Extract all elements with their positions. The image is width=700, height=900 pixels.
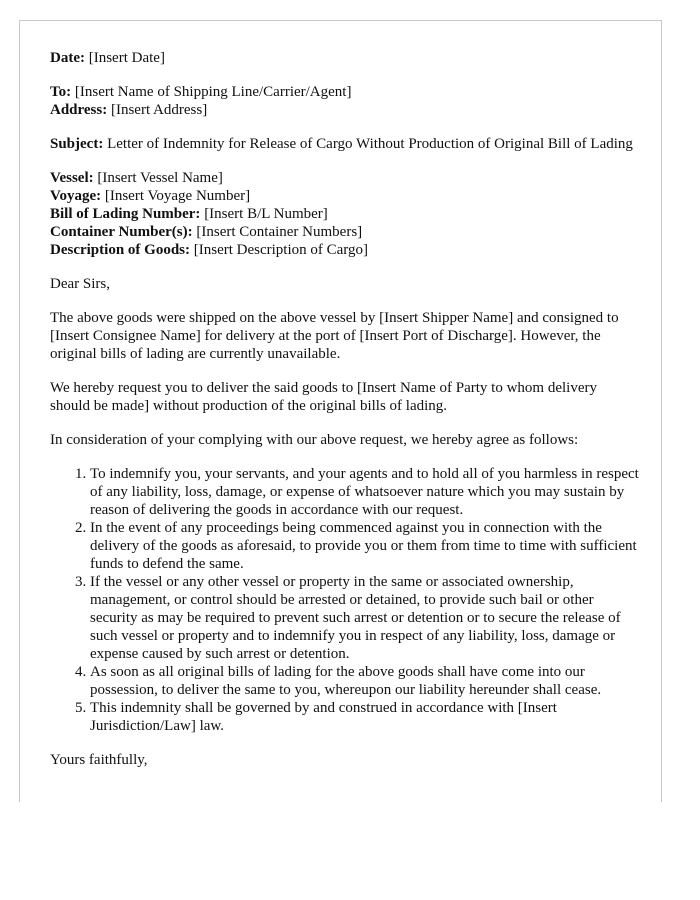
goods-label: Description of Goods: (50, 242, 190, 258)
bill-of-lading-line (50, 205, 640, 223)
recipient-block (50, 83, 640, 119)
bill-of-lading-label: Bill of Lading Number: (50, 206, 201, 222)
to-label: To: (50, 84, 72, 100)
container-value: [Insert Container Numbers] (196, 224, 363, 240)
letter-body (50, 49, 640, 785)
salutation: Dear Sirs, (50, 276, 110, 292)
letter-page (19, 20, 662, 802)
term-item: 4. As soon as all original bills of lading for the above goods shall have come into our possession, to deliver the same to you, whereupon our liability hereunder shall cease. (90, 663, 640, 699)
date-label: Date: (50, 50, 85, 66)
paragraph-request: We hereby request you to deliver the said goods to [Insert Name of Party to whom delivery should be made] without production of the original bills of lading. (50, 380, 597, 414)
voyage-value: [Insert Voyage Number] (104, 188, 251, 204)
address-label: Address: (50, 102, 108, 118)
vessel-label: Vessel: (50, 170, 94, 186)
subject-line (50, 135, 640, 153)
indemnity-terms-list (50, 465, 640, 735)
paragraph-shipment: The above goods were shipped on the above vessel by [Insert Shipper Name] and consigned to [Insert Consignee Name] for delivery at the port of [Insert Port of Discharge]. However, the original bills of lading are currently unavailable. (50, 310, 619, 362)
voyage-label: Voyage: (50, 188, 102, 204)
closing: Yours faithfully, (50, 752, 148, 768)
address-line (50, 101, 640, 119)
subject-value: Letter of Indemnity for Release of Cargo Without Production of Original Bill of Lading (107, 136, 633, 152)
to-line (50, 83, 640, 101)
to-value: [Insert Name of Shipping Line/Carrier/Agent] (74, 84, 352, 100)
vessel-line (50, 169, 640, 187)
term-item: 5. This indemnity shall be governed by and construed in accordance with [Insert Jurisdiction/Law] law. (90, 699, 640, 735)
container-label: Container Number(s): (50, 224, 193, 240)
term-item: 3. If the vessel or any other vessel or property in the same or associated ownership, management, or control should be arrested or detained, to provide such bail or other security as may be required to prevent such arrest or detention or to secure the release of such vessel or property and to indemnify you in respect of any liability, loss, damage or expense caused by such arrest or detention. (90, 573, 640, 663)
voyage-line (50, 187, 640, 205)
term-item: 2. In the event of any proceedings being commenced against you in connection with the delivery of the goods as aforesaid, to provide you or them from time to time with sufficient funds to defend the same. (90, 519, 640, 573)
date-value: [Insert Date] (88, 50, 165, 66)
term-item: 1. To indemnify you, your servants, and your agents and to hold all of you harmless in respect of any liability, loss, damage, or expense of whatsoever nature which you may sustain by reason of delivering the goods in accordance with our request. (90, 465, 640, 519)
vessel-value: [Insert Vessel Name] (97, 170, 223, 186)
paragraph-consideration: In consideration of your complying with our above request, we hereby agree as follows: (50, 432, 579, 448)
shipment-details (50, 169, 640, 259)
bill-of-lading-value: [Insert B/L Number] (204, 206, 328, 222)
goods-value: [Insert Description of Cargo] (193, 242, 369, 258)
address-value: [Insert Address] (110, 102, 208, 118)
subject-label: Subject: (50, 136, 104, 152)
goods-line (50, 241, 640, 259)
container-line (50, 223, 640, 241)
date-line (50, 49, 640, 67)
